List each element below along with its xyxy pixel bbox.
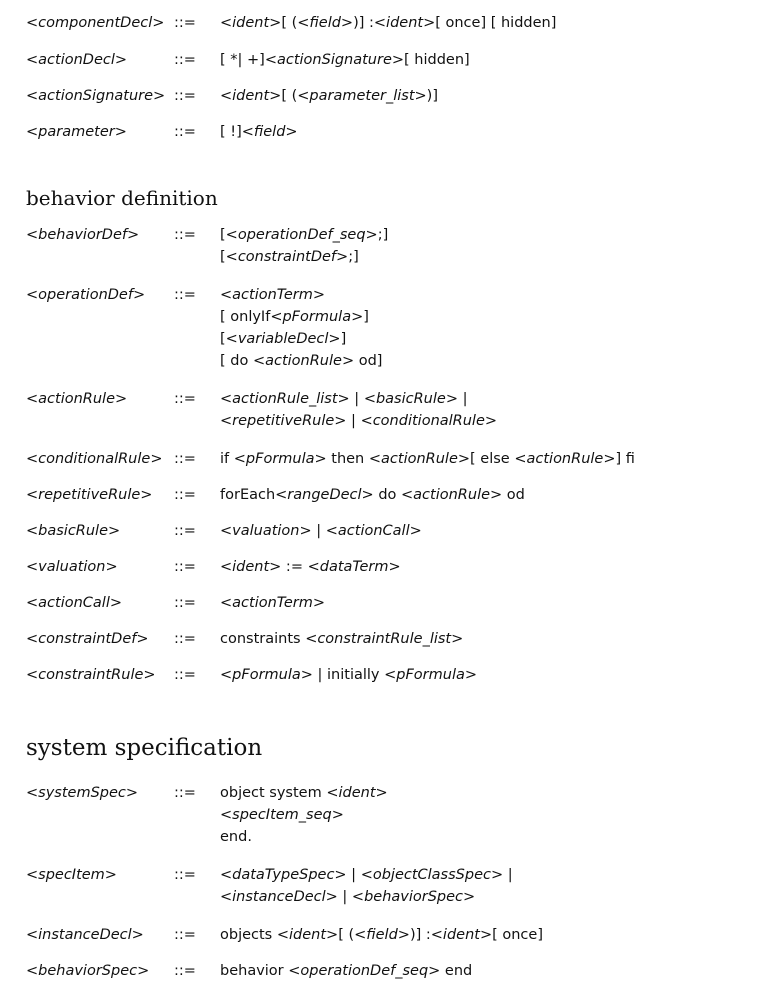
rule-rhs-line: [220, 248, 359, 266]
defines-operator: ::=: [174, 88, 196, 104]
defines-operator: ::=: [174, 785, 196, 801]
rule-lhs-behaviordef: <behaviorDef>: [26, 227, 140, 243]
terminal-text: )] :: [409, 927, 431, 943]
defines-operator: ::=: [174, 595, 196, 611]
terminal-text: [ (: [338, 927, 355, 943]
nonterminal: <operationDef_seq>: [288, 963, 441, 979]
terminal-text: ;]: [377, 227, 389, 243]
rule-lhs-valuation: <valuation>: [26, 559, 118, 575]
rule-lhs-instancedecl: <instanceDecl>: [26, 927, 144, 943]
terminal-text: [ !]: [220, 124, 242, 140]
nonterminal: <rangeDecl>: [275, 487, 374, 503]
rule-lhs-constraintdef: <constraintDef>: [26, 631, 149, 647]
rule-rhs-line: [220, 412, 497, 430]
nonterminal: <field>: [354, 927, 410, 943]
defines-operator: ::=: [174, 15, 196, 31]
defines-operator: ::=: [174, 667, 196, 683]
rule-rhs-line: [220, 594, 325, 612]
nonterminal: <valuation>: [220, 523, 312, 539]
terminal-text: [ once] [ hidden]: [435, 15, 557, 31]
rule-rhs-line: [220, 352, 382, 370]
rule-lhs-actioncall: <actionCall>: [26, 595, 122, 611]
rule-lhs-actionrule: <actionRule>: [26, 391, 128, 407]
terminal-text: |: [346, 867, 361, 883]
rule-rhs-line: [220, 51, 470, 69]
rule-lhs-operationdef: <operationDef>: [26, 287, 146, 303]
rule-rhs-line: [220, 450, 635, 468]
nonterminal: <parameter_list>: [297, 88, 427, 104]
section-heading-system-specification: system specification: [26, 735, 263, 761]
nonterminal: <ident>: [373, 15, 436, 31]
nonterminal: <conditionalRule>: [360, 413, 498, 429]
rule-lhs-specitem: <specItem>: [26, 867, 117, 883]
nonterminal: <pFormula>: [270, 309, 364, 325]
rule-rhs-line: [220, 123, 298, 141]
terminal-text: if: [220, 451, 234, 467]
defines-operator: ::=: [174, 391, 196, 407]
nonterminal: <actionRule>: [401, 487, 503, 503]
terminal-text: ]: [340, 331, 347, 347]
terminal-text: |: [503, 867, 513, 883]
defines-operator: ::=: [174, 867, 196, 883]
rule-rhs-line: [220, 87, 438, 105]
rule-rhs-line: [220, 330, 346, 348]
terminal-text: [ else: [470, 451, 515, 467]
terminal-text: :=: [281, 559, 308, 575]
terminal-text: [ (: [281, 88, 298, 104]
nonterminal: <actionRule_list>: [220, 391, 350, 407]
nonterminal: <variableDecl>: [225, 331, 341, 347]
rule-lhs-behaviorspec: <behaviorSpec>: [26, 963, 150, 979]
rule-lhs-constraintrule: <constraintRule>: [26, 667, 156, 683]
defines-operator: ::=: [174, 559, 196, 575]
nonterminal: <actionRule>: [252, 353, 355, 369]
defines-operator: ::=: [174, 451, 196, 467]
terminal-text: ]: [363, 309, 369, 325]
defines-operator: ::=: [174, 523, 196, 539]
nonterminal: <behaviorSpec>: [351, 889, 476, 905]
rule-rhs-line: [220, 866, 513, 884]
terminal-text: behavior: [220, 963, 289, 979]
terminal-text: [ do: [220, 353, 253, 369]
terminal-text: forEach: [220, 487, 276, 503]
nonterminal: <ident>: [276, 927, 339, 943]
nonterminal: <dataTypeSpec>: [220, 867, 347, 883]
rule-lhs-conditionalrule: <conditionalRule>: [26, 451, 163, 467]
terminal-text: constraints: [220, 631, 306, 647]
terminal-text: object system: [220, 785, 327, 801]
nonterminal: <repetitiveRule>: [220, 413, 347, 429]
nonterminal: <ident>: [220, 88, 282, 104]
nonterminal: <constraintDef>: [225, 249, 349, 265]
terminal-text: )]: [426, 88, 438, 104]
terminal-text: [: [220, 331, 226, 347]
defines-operator: ::=: [174, 227, 196, 243]
section-heading-behavior-definition: behavior definition: [26, 186, 218, 210]
terminal-text: |: [457, 391, 468, 407]
rule-lhs-repetitiverule: <repetitiveRule>: [26, 487, 153, 503]
nonterminal: <actionTerm>: [220, 595, 326, 611]
defines-operator: ::=: [174, 52, 196, 68]
terminal-text: |: [337, 889, 352, 905]
nonterminal: <pFormula>: [220, 667, 313, 683]
terminal-text: ] fi: [615, 451, 635, 467]
terminal-text: [: [220, 227, 226, 243]
rule-lhs-basicrule: <basicRule>: [26, 523, 121, 539]
nonterminal: <objectClassSpec>: [360, 867, 504, 883]
terminal-text: od: [502, 487, 525, 503]
terminal-text: [ onlyIf: [220, 309, 271, 325]
defines-operator: ::=: [174, 927, 196, 943]
terminal-text: ;]: [348, 249, 359, 265]
terminal-text: | initially: [312, 667, 385, 683]
defines-operator: ::=: [174, 963, 196, 979]
terminal-text: |: [349, 391, 364, 407]
terminal-text: objects: [220, 927, 277, 943]
nonterminal: <constraintRule_list>: [305, 631, 464, 647]
rule-rhs-line: [220, 888, 475, 906]
rule-rhs-line: [220, 286, 325, 304]
nonterminal: <pFormula>: [233, 451, 327, 467]
rule-rhs-line: [220, 14, 556, 32]
terminal-text: [ *| +]: [220, 52, 265, 68]
terminal-text: [: [220, 249, 226, 265]
terminal-text: [ (: [281, 15, 298, 31]
rule-rhs-line: [220, 486, 525, 504]
rule-rhs-line: [220, 962, 472, 980]
nonterminal: <ident>: [220, 15, 282, 31]
rule-rhs-line: [220, 666, 477, 684]
rule-rhs-line: [220, 558, 401, 576]
terminal-text: end: [440, 963, 473, 979]
rule-rhs-line: [220, 522, 422, 540]
rule-rhs-line: [220, 308, 369, 326]
nonterminal: <field>: [297, 15, 354, 31]
nonterminal: <dataTerm>: [307, 559, 401, 575]
rule-rhs-line: [220, 390, 467, 408]
rule-lhs-actiondecl: <actionDecl>: [26, 52, 128, 68]
nonterminal: <basicRule>: [363, 391, 458, 407]
terminal-text: |: [311, 523, 326, 539]
terminal-text: do: [373, 487, 402, 503]
terminal-text: od]: [354, 353, 383, 369]
nonterminal: <field>: [241, 124, 298, 140]
nonterminal: <ident>: [326, 785, 388, 801]
terminal-text: )] :: [353, 15, 374, 31]
defines-operator: ::=: [174, 287, 196, 303]
nonterminal: <operationDef_seq>: [225, 227, 378, 243]
rule-lhs-actionsignature: <actionSignature>: [26, 88, 166, 104]
terminal-text: |: [346, 413, 361, 429]
nonterminal: <instanceDecl>: [220, 889, 338, 905]
terminal-text: end.: [220, 829, 252, 845]
rule-rhs-line: [220, 806, 344, 824]
nonterminal: <actionSignature>: [264, 52, 405, 68]
terminal-text: then: [326, 451, 369, 467]
defines-operator: ::=: [174, 631, 196, 647]
rule-lhs-systemspec: <systemSpec>: [26, 785, 139, 801]
defines-operator: ::=: [174, 124, 196, 140]
rule-rhs-line: [220, 926, 543, 944]
nonterminal: <pFormula>: [384, 667, 478, 683]
rule-lhs-componentdecl: <componentDecl>: [26, 15, 165, 31]
rule-rhs-line: [220, 784, 388, 802]
rule-lhs-parameter: <parameter>: [26, 124, 127, 140]
nonterminal: <actionRule>: [514, 451, 616, 467]
terminal-text: [ once]: [492, 927, 543, 943]
nonterminal: <actionTerm>: [220, 287, 326, 303]
nonterminal: <actionRule>: [368, 451, 471, 467]
nonterminal: <specItem_seq>: [220, 807, 344, 823]
defines-operator: ::=: [174, 487, 196, 503]
nonterminal: <ident>: [220, 559, 282, 575]
nonterminal: <actionCall>: [325, 523, 422, 539]
rule-rhs-line: [220, 828, 252, 846]
terminal-text: [ hidden]: [404, 52, 470, 68]
nonterminal: <ident>: [430, 927, 493, 943]
rule-rhs-line: [220, 226, 388, 244]
rule-rhs-line: [220, 630, 463, 648]
